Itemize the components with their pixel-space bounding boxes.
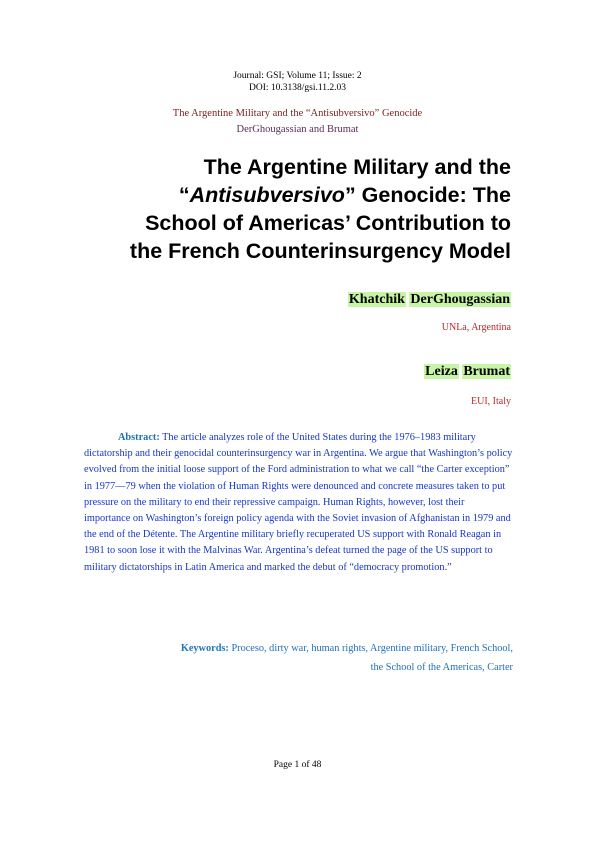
journal-info <box>0 70 595 94</box>
running-header <box>0 106 595 138</box>
journal-line: Journal: GSI; Volume 11; Issue: 2 <box>233 71 362 81</box>
title-line-3: School of Americas’ Contribution to <box>145 211 511 235</box>
page-number: Page 1 of 48 <box>273 760 322 770</box>
author-2-last-name: Brumat <box>463 364 510 379</box>
running-title: The Argentine Military and the “Antisubversivo” Genocide <box>172 108 423 119</box>
doi-line: DOI: 10.3138/gsi.11.2.03 <box>248 83 347 93</box>
title-line-2-rest: ” Genocide: The <box>344 183 511 207</box>
title-line-2 <box>71 181 511 209</box>
title-line-4: the French Counterinsurgency Model <box>129 239 511 263</box>
keywords-line-2: the School of the Americas, Carter <box>370 662 513 673</box>
abstract-text: The article analyzes role of the United States during the 1976–1983 military dictatorship and their genocidal counterinsurgency war in Argentina. We argue that Washington’s policy evolved from the initial loose support of the Ford administration to what we call “the Carter exception” in 1977—79 when the violation of Human Rights were denounced and concrete measures taken to put pressure on the military to end their repressive campaign. Human Rights, however, lost their importance on Washington’s foreign policy agenda with the Soviet invasion of Afghanistan in 1979 and the end of the Détente. The Argentine military briefly recuperated US support with Ronald Reagan in 1981 to soon lose it with the Malvinas War. Argentina’s defeat turned the page of the US support to military dictatorships in Latin America and marked the debut of “democracy promotion.” <box>84 432 513 573</box>
title-open-quote: “ <box>178 183 190 207</box>
author-1 <box>348 292 511 308</box>
paper-title <box>71 153 511 265</box>
author-2-affiliation: EUI, Italy <box>471 396 511 407</box>
author-1-first-name: Khatchik <box>348 292 405 307</box>
author-2 <box>424 364 511 380</box>
keywords <box>84 639 513 677</box>
running-authors: DerGhougassian and Brumat <box>236 124 359 135</box>
abstract <box>84 430 513 576</box>
author-1-last-name: DerGhougassian <box>410 292 510 307</box>
author-2-first-name: Leiza <box>425 364 458 379</box>
keywords-text-1: Proceso, dirty war, human rights, Argentine military, French School, <box>231 643 513 654</box>
keywords-line-1 <box>84 639 513 658</box>
title-italic-term: Antisubversivo <box>189 183 345 207</box>
author-1-affiliation: UNLa, Argentina <box>441 322 511 333</box>
title-line-1: The Argentine Military and the <box>203 155 511 179</box>
keywords-label: Keywords: <box>180 643 229 654</box>
abstract-label: Abstract: <box>118 432 160 443</box>
